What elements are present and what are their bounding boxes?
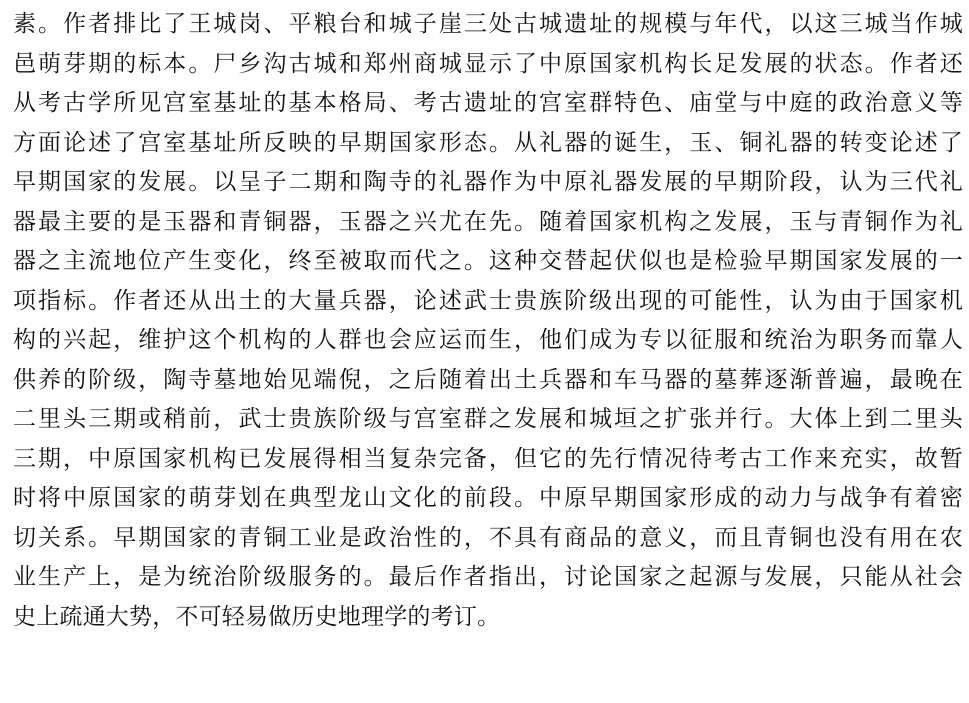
text-line-14: 切关系。早期国家的青铜工业是政治性的，不具有商品的意义，而且青铜也没有用在农: [13, 524, 963, 551]
text-line-1: 素。作者排比了王城岗、平粮台和城子崖三处古城遗址的规模与年代，以这三城当作城: [13, 11, 963, 37]
text-line-9: 构的兴起，维护这个机构的人群也会应运而生，他们成为专以征服和统治为职务而靠人: [13, 327, 963, 353]
text-line-8: 项指标。作者还从出土的大量兵器，论述武士贵族阶级出现的可能性，认为由于国家机: [13, 287, 963, 314]
text-line-13: 时将中原国家的萌芽划在典型龙山文化的前段。中原早期国家形成的动力与战争有着密: [13, 485, 963, 511]
text-line-12: 三期，中原国家机构已发展得相当复杂完备，但它的先行情况待考古工作来充实，故暂: [13, 445, 963, 472]
text-line-11: 二里头三期或稍前，武士贵族阶级与宫室群之发展和城垣之扩张并行。大体上到二里头: [13, 406, 963, 432]
text-line-7: 器之主流地位产生变化，终至被取而代之。这种交替起伏似也是检验早期国家发展的一: [13, 248, 963, 274]
text-line-16: 史上疏通大势，不可轻易做历史地理学的考订。: [13, 603, 501, 630]
text-line-15: 业生产上，是为统治阶级服务的。最后作者指出，讨论国家之起源与发展，只能从社会: [13, 564, 963, 590]
text-line-5: 早期国家的发展。以呈子二期和陶寺的礼器作为中原礼器发展的早期阶段，认为三代礼: [13, 169, 963, 195]
text-line-4: 方面论述了宫室基址所反映的早期国家形态。从礼器的诞生，玉、铜礼器的转变论述了: [13, 129, 963, 156]
text-line-6: 器最主要的是玉器和青铜器，玉器之兴尤在先。随着国家机构之发展，玉与青铜作为礼: [13, 208, 963, 235]
body-paragraph: [13, 5, 963, 637]
text-line-3: 从考古学所见宫室基址的基本格局、考古遗址的宫室群特色、庙堂与中庭的政治意义等: [13, 90, 963, 116]
text-line-2: 邑萌芽期的标本。尸乡沟古城和郑州商城显示了中原国家机构长足发展的状态。作者还: [13, 50, 963, 77]
text-line-10: 供养的阶级，陶寺墓地始见端倪，之后随着出土兵器和车马器的墓葬逐渐普遍，最晚在: [13, 366, 963, 393]
